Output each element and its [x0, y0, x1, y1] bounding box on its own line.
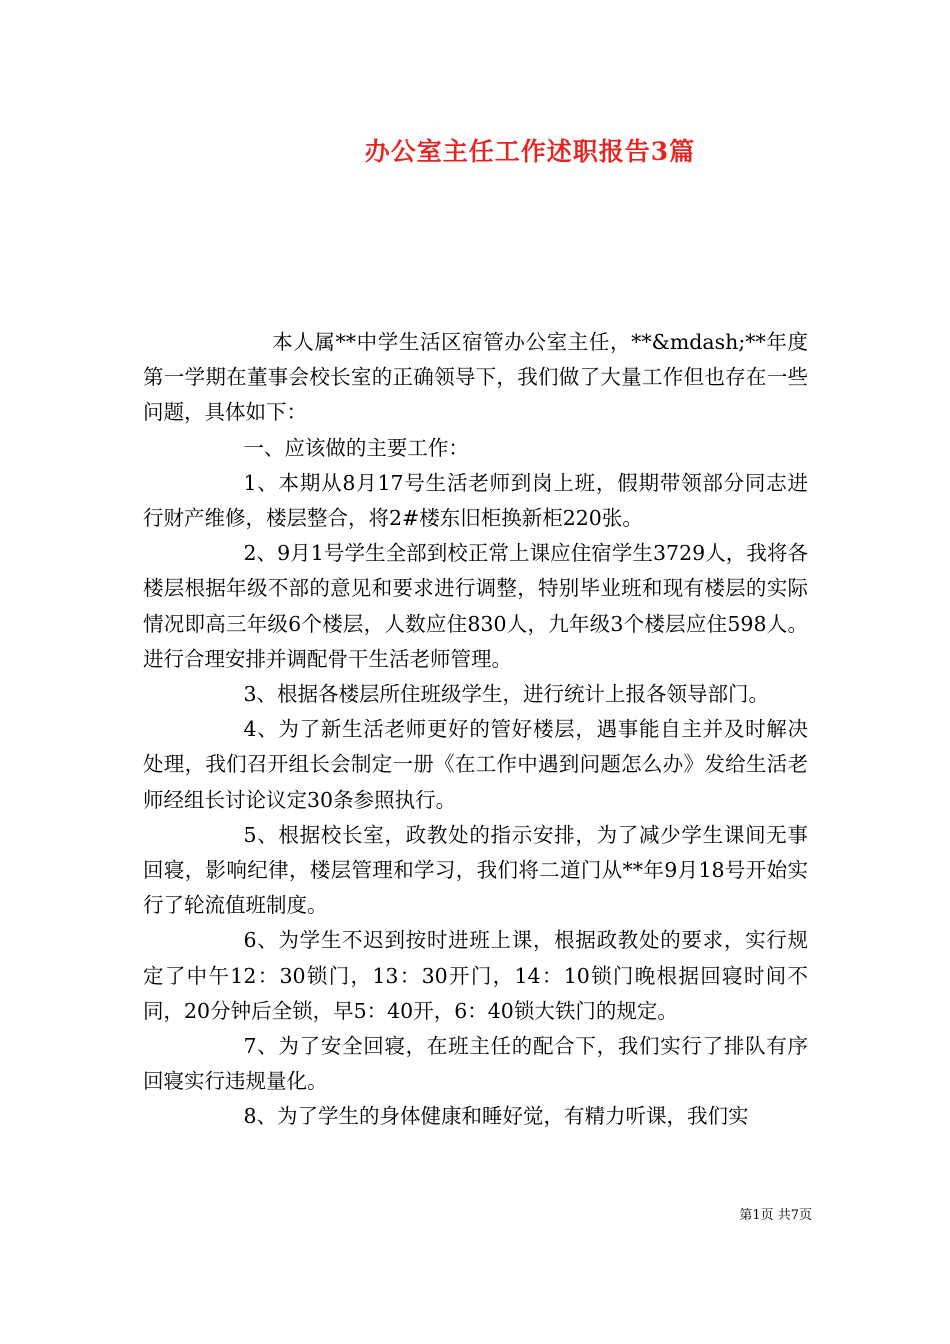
- section-heading: 一、应该做的主要工作：: [243, 435, 469, 460]
- paragraph-item-8: 8、为了学生的身体健康和睡好觉，有精力听课，我们实: [243, 1104, 749, 1129]
- paragraph-item-5: 5、根据校长室，政教处的指示安排，为了减少学生课间无事回寝，影响纪律，楼层管理和学习，我们将二道门从**年9月18号开始实行了轮流值班制度。: [143, 822, 808, 918]
- paragraph-item-3: 3、根据各楼层所住班级学生，进行统计上报各领导部门。: [243, 682, 769, 707]
- paragraph-intro: 本人属**中学生活区宿管办公室主任，**&mdash;**年度第一学期在董事会校长室的正确领导下，我们做了大量工作但也存在一些问题，具体如下：: [143, 330, 808, 425]
- document-body: [143, 325, 808, 1135]
- paragraph-item-6: 6、为学生不迟到按时进班上课，根据政教处的要求，实行规定了中午12：30锁门，13：30开门，14：10锁门晚根据回寝时间不同，20分钟后全锁，早5：40开，6：40锁大铁门的规定。: [143, 928, 808, 1023]
- paragraph-item-2: 2、9月1号学生全部到校正常上课应住宿学生3729人，我将各楼层根据年级不部的意见和要求进行调整，特别毕业班和现有楼层的实际情况即高三年级6个楼层，人数应住830人，九年级3个楼层应住598人。进行合理安排并调配骨干生活老师管理。: [143, 541, 808, 671]
- paragraph-item-1: 1、本期从8月17号生活老师到岗上班，假期带领部分同志进行财产维修，楼层整合，将2#楼东旧柜换新柜220张。: [143, 470, 808, 531]
- document-title: 办公室主任工作述职报告3篇: [364, 137, 696, 166]
- paragraph-item-4: 4、为了新生活老师更好的管好楼层，遇事能自主并及时解决处理，我们召开组长会制定一册《在工作中遇到问题怎么办》发给生活老师经组长讨论议定30条参照执行。: [143, 717, 808, 812]
- paragraph-item-7: 7、为了安全回寝，在班主任的配合下，我们实行了排队有序回寝实行违规量化。: [143, 1034, 808, 1094]
- page-number: 第1页 共7页: [739, 1208, 812, 1223]
